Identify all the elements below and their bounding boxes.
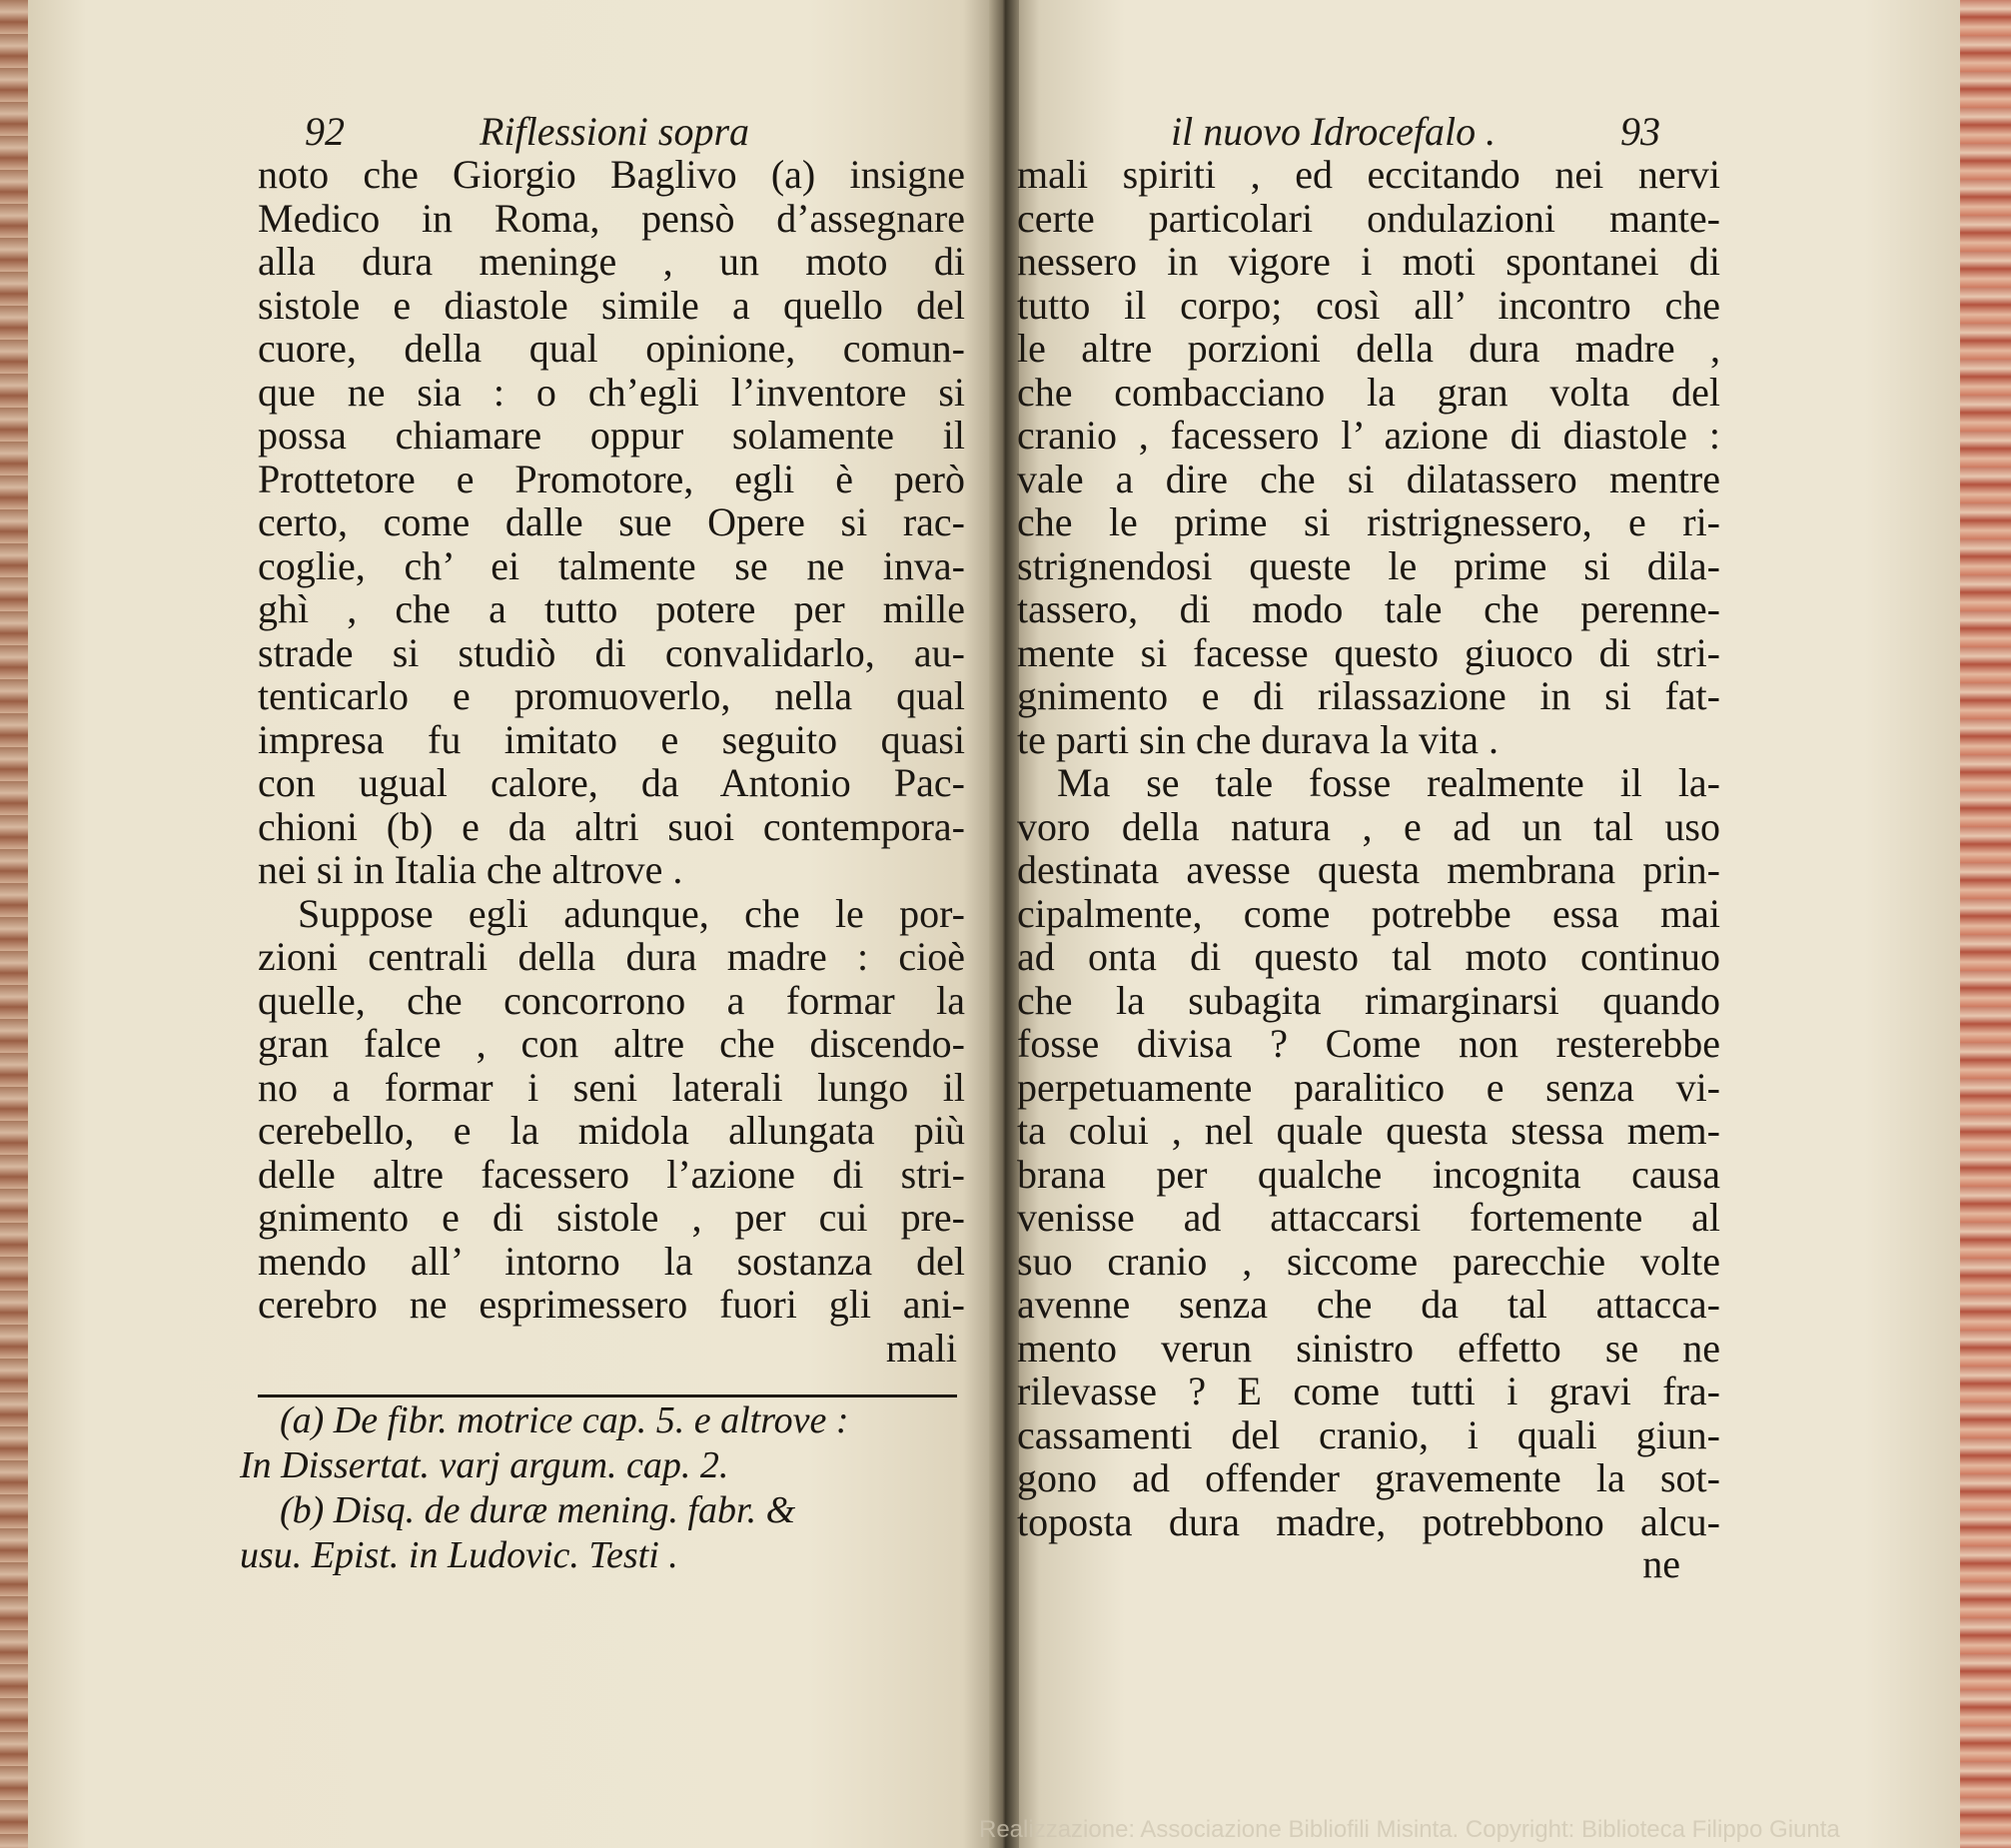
text-line: tenticarlo e promuoverlo, nella qual xyxy=(258,673,965,718)
text-line: le altre porzioni della dura madre , xyxy=(1017,326,1720,371)
text-line: venisse ad attaccarsi fortemente al xyxy=(1017,1195,1720,1240)
text-line: vale a dire che si dilatassero mentre xyxy=(1017,456,1720,501)
text-line: nei si in Italia che altrove . xyxy=(258,847,683,892)
right-page-edge xyxy=(1960,0,2011,1848)
text-line: ta colui , nel quale questa stessa mem- xyxy=(1017,1108,1720,1153)
left-running-head: Riflessioni sopra xyxy=(480,109,750,154)
text-line: cerebro ne esprimessero fuori gli ani- xyxy=(258,1282,965,1327)
left-footnotes xyxy=(240,1398,974,1578)
text-line: suo cranio , siccome parecchie volte xyxy=(1017,1238,1720,1284)
left-page-text xyxy=(258,153,965,1327)
text-line: cassamenti del cranio, i quali giun- xyxy=(1017,1411,1720,1457)
text-line: mento verun sinistro effetto se ne xyxy=(1017,1325,1720,1371)
footnote-line: usu. Epist. in Ludovic. Testi . xyxy=(240,1534,678,1576)
text-line: zioni centrali della dura madre : cioè xyxy=(258,934,965,979)
text-line: te parti sin che durava la vita . xyxy=(1017,716,1500,762)
text-line: ad onta di questo tal moto continuo xyxy=(1017,934,1720,979)
text-line: cerebello, e la midola allungata più xyxy=(258,1108,965,1153)
left-catchword-wrap xyxy=(258,1327,957,1371)
footnote-line: (a) De fibr. motrice cap. 5. e altrove : xyxy=(280,1399,849,1441)
text-line: coglie, ch’ ei talmente se ne inva- xyxy=(258,542,965,588)
text-line: gnimento e di sistole , per cui pre- xyxy=(258,1195,965,1240)
text-line: strignendosi queste le prime si dila- xyxy=(1017,542,1720,588)
text-line: brana per qualche incognita causa xyxy=(1017,1151,1720,1197)
text-line: voro della natura , e ad un tal uso xyxy=(1017,803,1720,849)
text-line: Medico in Roma, pensò d’assegnare xyxy=(258,195,965,241)
text-line: certe particolari ondulazioni mante- xyxy=(1017,195,1720,241)
right-page-number: 93 xyxy=(1620,109,1660,154)
text-line: tutto il corpo; così all’ incontro che xyxy=(1017,282,1720,328)
text-line: perpetuamente paralitico e senza vi- xyxy=(1017,1064,1720,1110)
text-line: tassero, di modo tale che perenne- xyxy=(1017,586,1720,631)
text-line: noto che Giorgio Baglivo (a) insigne xyxy=(258,152,965,197)
text-line: Ma se tale fosse realmente il la- xyxy=(1057,760,1720,805)
text-line: que ne sia : o ch’egli l’inventore si xyxy=(258,369,965,415)
text-line: toposta dura madre, potrebbono alcu- xyxy=(1017,1498,1720,1544)
text-line: ghì , che a tutto potere per mille xyxy=(258,586,965,631)
text-line: con ugual calore, da Antonio Pac- xyxy=(258,760,965,805)
text-line: che la subagita rimarginarsi quando xyxy=(1017,977,1720,1023)
text-line: certo, come dalle sue Opere si rac- xyxy=(258,499,965,544)
text-line: cipalmente, come potrebbe essa mai xyxy=(1017,890,1720,936)
text-line: avenne senza che da tal attacca- xyxy=(1017,1282,1720,1327)
text-line: quelle, che concorrono a formar la xyxy=(258,977,965,1023)
text-line: fosse divisa ? Come non resterebbe xyxy=(1017,1021,1720,1066)
text-line: rilevasse ? E come tutti i gravi fra- xyxy=(1017,1369,1720,1413)
text-line: Prottetore e Promotore, egli è però xyxy=(258,456,965,501)
text-line: alla dura meninge , un moto di xyxy=(258,239,965,284)
right-page-text xyxy=(1017,153,1720,1543)
text-line: mali spiriti , ed eccitando nei nervi xyxy=(1017,152,1720,197)
left-page-edge xyxy=(0,0,28,1848)
text-line: gnimento e di rilassazione in si fat- xyxy=(1017,673,1720,718)
left-page-number: 92 xyxy=(305,109,345,154)
right-running-head: il nuovo Idrocefalo . xyxy=(1171,109,1497,154)
text-line: cranio , facessero l’ azione di diastole : xyxy=(1017,413,1720,458)
text-line: mendo all’ intorno la sostanza del xyxy=(258,1238,965,1284)
text-line: delle altre facessero l’azione di stri- xyxy=(258,1151,965,1197)
text-line: gono ad offender gravemente la sot- xyxy=(1017,1455,1720,1500)
footnote-rule xyxy=(258,1394,957,1397)
copyright-credit: Realizzazione: Associazione Bibliofili Misinta. Copyright: Biblioteca Filippo Giunta xyxy=(979,1816,1840,1843)
text-line: chioni (b) e da altri suoi contempora- xyxy=(258,803,965,849)
left-catchword: mali xyxy=(885,1326,957,1371)
text-line: destinata avesse questa membrana prin- xyxy=(1017,847,1720,892)
text-line: nessero in vigore i moti spontanei di xyxy=(1017,239,1720,284)
text-line: Suppose egli adunque, che le por- xyxy=(298,890,965,936)
right-catchword: ne xyxy=(1642,1541,1680,1586)
text-line: impresa fu imitato e seguito quasi xyxy=(258,716,965,762)
text-line: mente si facesse questo giuoco di stri- xyxy=(1017,629,1720,675)
text-line: che le prime si ristrignessero, e ri- xyxy=(1017,499,1720,544)
right-catchword-wrap xyxy=(1017,1542,1680,1586)
text-line: no a formar i seni laterali lungo il xyxy=(258,1064,965,1110)
text-line: possa chiamare oppur solamente il xyxy=(258,413,965,458)
text-line: che combacciano la gran volta del xyxy=(1017,369,1720,415)
footnote-line: In Dissertat. varj argum. cap. 2. xyxy=(240,1444,729,1486)
text-line: gran falce , con altre che discendo- xyxy=(258,1021,965,1066)
text-line: sistole e diastole simile a quello del xyxy=(258,282,965,328)
footnote-line: (b) Disq. de duræ mening. fabr. & xyxy=(280,1489,796,1531)
book-gutter xyxy=(989,0,1019,1848)
text-line: cuore, della qual opinione, comun- xyxy=(258,326,965,371)
text-line: strade si studiò di convalidarlo, au- xyxy=(258,629,965,675)
